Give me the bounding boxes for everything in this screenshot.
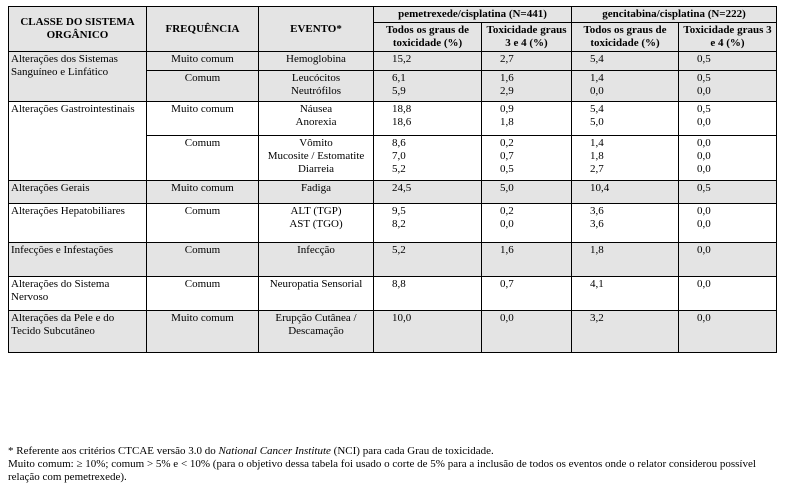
table-row [9, 52, 777, 71]
cell-frequencia: Comum [147, 136, 259, 181]
cell-pemetrexede-all: 6,1 5,9 [374, 71, 482, 102]
cell-gencitabina-all: 5,4 5,0 [572, 102, 679, 136]
table-row [9, 277, 777, 311]
cell-frequencia: Comum [147, 71, 259, 102]
cell-gencitabina-34: 0,5 [679, 181, 777, 204]
cell-pemetrexede-34: 0,2 0,0 [482, 204, 572, 243]
header-g-all: Todos os graus de toxicidade (%) [572, 23, 679, 52]
cell-pemetrexede-all: 18,8 18,6 [374, 102, 482, 136]
table-row [9, 243, 777, 277]
cell-frequencia: Comum [147, 204, 259, 243]
table-body [9, 52, 777, 353]
footnote-line-2: Muito comum: ≥ 10%; comum > 5% e < 10% (para o objetivo dessa tabela foi usado o corte de 5% para a inclusão de todos os eventos onde o relator considerou possível relação com pemetrexede). [8, 458, 756, 483]
header-p-all: Todos os graus de toxicidade (%) [374, 23, 482, 52]
cell-gencitabina-all: 3,2 [572, 311, 679, 353]
cell-gencitabina-34: 0,5 0,0 [679, 102, 777, 136]
cell-pemetrexede-34: 5,0 [482, 181, 572, 204]
cell-evento: Vômito Mucosite / Estomatite Diarreia [259, 136, 374, 181]
cell-pemetrexede-34: 0,2 0,7 0,5 [482, 136, 572, 181]
cell-classe: Alterações Gerais [9, 181, 147, 204]
cell-frequencia: Muito comum [147, 52, 259, 71]
cell-evento: Fadiga [259, 181, 374, 204]
cell-gencitabina-34: 0,0 0,0 [679, 204, 777, 243]
cell-pemetrexede-all: 10,0 [374, 311, 482, 353]
cell-pemetrexede-all: 8,6 7,0 5,2 [374, 136, 482, 181]
cell-evento: Infecção [259, 243, 374, 277]
cell-frequencia: Comum [147, 277, 259, 311]
table-row [9, 102, 777, 136]
cell-evento: Leucócitos Neutrófilos [259, 71, 374, 102]
header-group-gencitabina: gencitabina/cisplatina (N=222) [572, 7, 777, 23]
cell-frequencia: Muito comum [147, 102, 259, 136]
cell-evento: Hemoglobina [259, 52, 374, 71]
header-p-34: Toxicidade graus 3 e 4 (%) [482, 23, 572, 52]
cell-pemetrexede-all: 15,2 [374, 52, 482, 71]
cell-pemetrexede-all: 24,5 [374, 181, 482, 204]
cell-pemetrexede-34: 0,9 1,8 [482, 102, 572, 136]
cell-frequencia: Muito comum [147, 181, 259, 204]
cell-gencitabina-all: 4,1 [572, 277, 679, 311]
adverse-events-table-container [8, 6, 777, 353]
cell-evento: Erupção Cutânea / Descamação [259, 311, 374, 353]
cell-classe: Alterações Hepatobiliares [9, 204, 147, 243]
cell-classe: Alterações da Pele e do Tecido Subcutâneo [9, 311, 147, 353]
cell-evento: Náusea Anorexia [259, 102, 374, 136]
cell-gencitabina-all: 1,8 [572, 243, 679, 277]
table-row [9, 311, 777, 353]
cell-gencitabina-all: 1,4 0,0 [572, 71, 679, 102]
cell-pemetrexede-all: 5,2 [374, 243, 482, 277]
cell-gencitabina-34: 0,5 [679, 52, 777, 71]
cell-gencitabina-34: 0,0 [679, 311, 777, 353]
cell-gencitabina-34: 0,5 0,0 [679, 71, 777, 102]
cell-classe: Alterações dos Sistemas Sanguíneo e Linfático [9, 52, 147, 102]
cell-pemetrexede-34: 0,7 [482, 277, 572, 311]
footnote-1-pre: * Referente aos critérios CTCAE versão 3.0 do [8, 445, 219, 457]
cell-gencitabina-34: 0,0 0,0 0,0 [679, 136, 777, 181]
cell-classe: Alterações do Sistema Nervoso [9, 277, 147, 311]
cell-gencitabina-all: 3,6 3,6 [572, 204, 679, 243]
cell-gencitabina-all: 5,4 [572, 52, 679, 71]
footnote [8, 445, 788, 484]
cell-classe: Infecções e Infestações [9, 243, 147, 277]
cell-pemetrexede-34: 1,6 2,9 [482, 71, 572, 102]
cell-gencitabina-all: 10,4 [572, 181, 679, 204]
header-g-34: Toxicidade graus 3 e 4 (%) [679, 23, 777, 52]
cell-frequencia: Comum [147, 243, 259, 277]
cell-classe: Alterações Gastrointestinais [9, 102, 147, 181]
footnote-line-1 [8, 445, 788, 458]
cell-gencitabina-all: 1,4 1,8 2,7 [572, 136, 679, 181]
cell-pemetrexede-34: 1,6 [482, 243, 572, 277]
cell-pemetrexede-34: 2,7 [482, 52, 572, 71]
cell-gencitabina-34: 0,0 [679, 277, 777, 311]
table-row [9, 204, 777, 243]
cell-evento: Neuropatia Sensorial [259, 277, 374, 311]
cell-pemetrexede-all: 8,8 [374, 277, 482, 311]
header-classe: CLASSE DO SISTEMA ORGÂNICO [9, 7, 147, 52]
footnote-1-post: (NCI) para cada Grau de toxicidade. [330, 445, 494, 457]
header-frequencia: FREQUÊNCIA [147, 7, 259, 52]
header-group-pemetrexede: pemetrexede/cisplatina (N=441) [374, 7, 572, 23]
adverse-events-table [8, 6, 777, 353]
header-row-1 [9, 7, 777, 23]
cell-pemetrexede-all: 9,5 8,2 [374, 204, 482, 243]
cell-pemetrexede-34: 0,0 [482, 311, 572, 353]
cell-gencitabina-34: 0,0 [679, 243, 777, 277]
header-evento: EVENTO* [259, 7, 374, 52]
table-row [9, 181, 777, 204]
footnote-1-ital: National Cancer Institute [218, 445, 331, 457]
cell-evento: ALT (TGP) AST (TGO) [259, 204, 374, 243]
cell-frequencia: Muito comum [147, 311, 259, 353]
